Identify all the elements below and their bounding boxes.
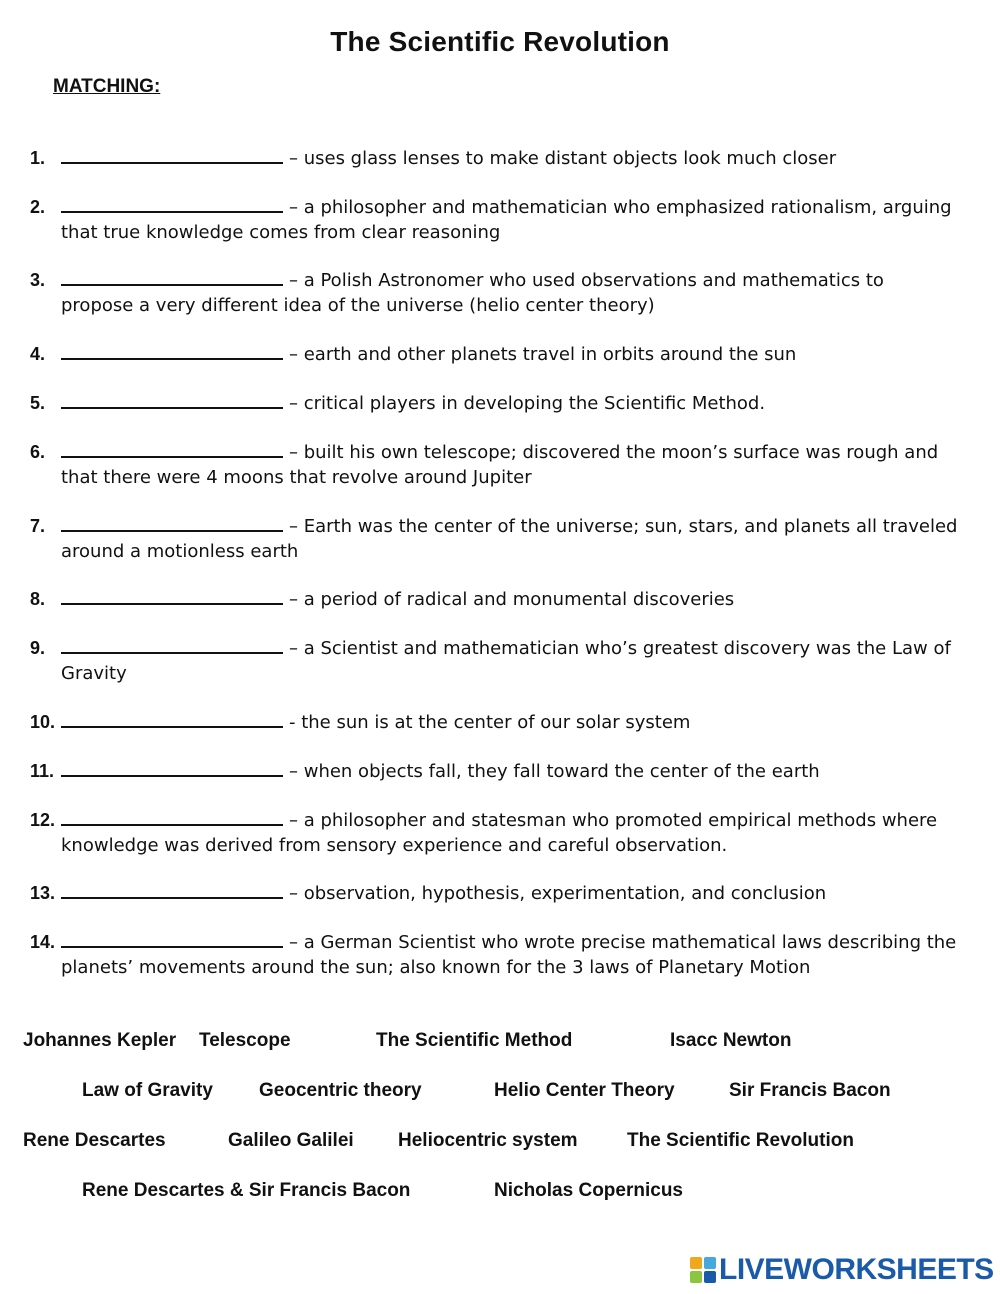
answer-blank-4[interactable] <box>61 342 283 360</box>
question-text: – a philosopher and statesman who promoted empirical methods where <box>289 810 938 831</box>
liveworksheets-logo-icon <box>690 1257 716 1283</box>
question-text-cont: Gravity <box>61 662 127 684</box>
question-8 <box>30 587 980 613</box>
question-number: 7. <box>30 516 46 536</box>
word-bank-item[interactable]: The Scientific Method <box>376 1030 573 1051</box>
word-bank-item[interactable]: Isacc Newton <box>670 1030 792 1051</box>
question-number: 8. <box>30 589 46 609</box>
question-number: 9. <box>30 638 46 658</box>
answer-blank-7[interactable] <box>61 514 283 532</box>
question-number: 2. <box>30 197 46 217</box>
page-title: The Scientific Revolution <box>330 26 670 57</box>
word-bank-item[interactable]: Sir Francis Bacon <box>729 1080 891 1101</box>
question-text-cont: that there were 4 moons that revolve around Jupiter <box>61 466 532 488</box>
answer-blank-3[interactable] <box>61 268 283 286</box>
question-9 <box>30 636 980 686</box>
question-13 <box>30 881 980 907</box>
question-text: – Earth was the center of the universe; sun, stars, and planets all traveled <box>289 516 958 537</box>
question-2 <box>30 195 980 245</box>
question-text: – uses glass lenses to make distant objects look much closer <box>289 148 837 169</box>
question-text: – a Scientist and mathematician who’s greatest discovery was the Law of <box>289 638 951 659</box>
word-bank-item[interactable]: Galileo Galilei <box>228 1130 354 1151</box>
question-number: 5. <box>30 393 46 413</box>
question-3 <box>30 268 980 318</box>
answer-blank-11[interactable] <box>61 759 283 777</box>
answer-blank-5[interactable] <box>61 391 283 409</box>
word-bank-item[interactable]: Telescope <box>199 1030 291 1051</box>
word-bank-item[interactable]: Geocentric theory <box>259 1080 422 1101</box>
question-number: 3. <box>30 270 46 290</box>
question-14 <box>30 930 980 980</box>
question-text: – observation, hypothesis, experimentation, and conclusion <box>289 883 827 904</box>
section-label: MATCHING: <box>53 76 161 97</box>
question-text-cont: knowledge was derived from sensory experience and careful observation. <box>61 834 728 856</box>
question-text: – built his own telescope; discovered the moon’s surface was rough and <box>289 442 939 463</box>
question-7 <box>30 514 980 564</box>
question-number: 10. <box>30 712 56 732</box>
answer-blank-10[interactable] <box>61 710 283 728</box>
answer-blank-9[interactable] <box>61 636 283 654</box>
word-bank-item[interactable]: The Scientific Revolution <box>627 1130 854 1151</box>
question-5 <box>30 391 980 417</box>
question-text: – a philosopher and mathematician who emphasized rationalism, arguing <box>289 197 952 218</box>
question-text: – when objects fall, they fall toward the center of the earth <box>289 761 820 782</box>
answer-blank-12[interactable] <box>61 808 283 826</box>
answer-blank-1[interactable] <box>61 146 283 164</box>
liveworksheets-logo <box>690 1253 994 1287</box>
question-text-cont: propose a very different idea of the universe (helio center theory) <box>61 294 655 316</box>
question-1 <box>30 146 980 172</box>
answer-blank-8[interactable] <box>61 587 283 605</box>
question-number: 12. <box>30 810 56 830</box>
word-bank-item[interactable]: Johannes Kepler <box>23 1030 177 1051</box>
question-text-cont: that true knowledge comes from clear reasoning <box>61 221 501 243</box>
question-10 <box>30 710 980 736</box>
word-bank-item[interactable]: Rene Descartes & Sir Francis Bacon <box>82 1180 411 1201</box>
answer-blank-13[interactable] <box>61 881 283 899</box>
word-bank-item[interactable]: Nicholas Copernicus <box>494 1180 683 1201</box>
question-number: 4. <box>30 344 46 364</box>
question-text: – earth and other planets travel in orbits around the sun <box>289 344 797 365</box>
question-text: – a German Scientist who wrote precise mathematical laws describing the <box>289 932 957 953</box>
logo-text: LIVEWORKSHEETS <box>719 1253 994 1286</box>
question-6 <box>30 440 980 490</box>
question-text: - the sun is at the center of our solar system <box>289 712 691 733</box>
question-number: 1. <box>30 148 46 168</box>
question-text-cont: around a motionless earth <box>61 540 299 562</box>
question-text: – critical players in developing the Scientific Method. <box>289 393 766 414</box>
question-number: 11. <box>30 761 55 781</box>
question-text: – a period of radical and monumental discoveries <box>289 589 735 610</box>
question-number: 13. <box>30 883 56 903</box>
question-12 <box>30 808 980 858</box>
answer-blank-6[interactable] <box>61 440 283 458</box>
question-text-cont: planets’ movements around the sun; also known for the 3 laws of Planetary Motion <box>61 956 811 978</box>
question-11 <box>30 759 980 785</box>
word-bank-item[interactable]: Helio Center Theory <box>494 1080 675 1101</box>
question-text: – a Polish Astronomer who used observations and mathematics to <box>289 270 884 291</box>
word-bank-item[interactable]: Rene Descartes <box>23 1130 166 1151</box>
question-number: 6. <box>30 442 46 462</box>
word-bank-item[interactable]: Law of Gravity <box>82 1080 213 1101</box>
word-bank-item[interactable]: Heliocentric system <box>398 1130 578 1151</box>
answer-blank-2[interactable] <box>61 195 283 213</box>
question-number: 14. <box>30 932 56 952</box>
answer-blank-14[interactable] <box>61 930 283 948</box>
question-4 <box>30 342 980 368</box>
